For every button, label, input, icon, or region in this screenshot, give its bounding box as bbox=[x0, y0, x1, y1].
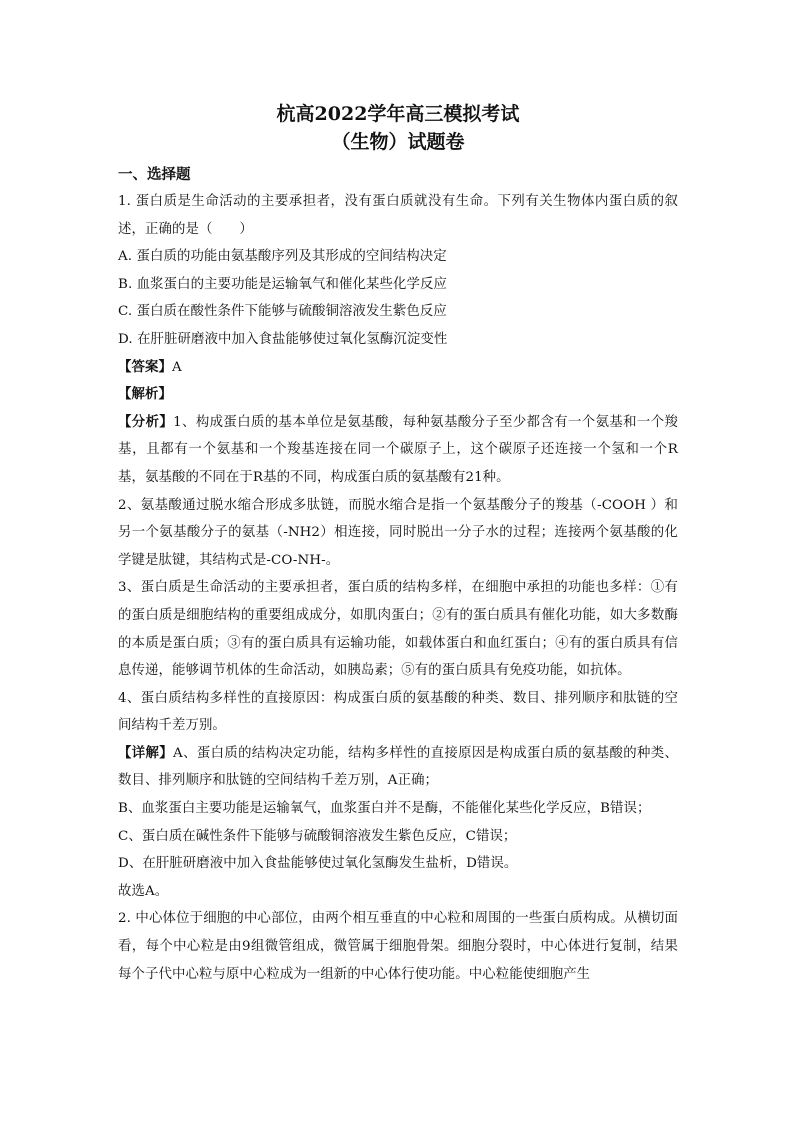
option-b: B. 血浆蛋白的主要功能是运输氧气和催化某些化学反应 bbox=[118, 276, 447, 292]
detail-b: B、血浆蛋白主要功能是运输氧气，血浆蛋白并不是酶，不能催化某些化学反应，B错误； bbox=[118, 801, 651, 817]
answer-tag: 【答案】 bbox=[118, 358, 172, 375]
option-a: A. 蛋白质的功能由氨基酸序列及其形成的空间结构决定 bbox=[118, 249, 447, 265]
question-2-stem: 2. 中心体位于细胞的中心部位，由两个相互垂直的中心粒和周围的一些蛋白质构成。从横切面看，每个中心粒是由9组微管组成，微管属于细胞骨架。细胞分裂时，中心体进行复制，结果每个子代中心粒与原中心粒成为一组新的中心体行使功能。中心粒能使细胞产生 bbox=[118, 911, 678, 982]
fenxi-tag: 【分析】 bbox=[118, 413, 174, 430]
option-d: D. 在肝脏研磨液中加入食盐能够使过氧化氢酶沉淀变性 bbox=[118, 331, 448, 347]
question-stem-line1: 1. 蛋白质是生命活动的主要承担者，没有蛋白质就没有生命。下列有关生物体内蛋白质的 bbox=[118, 194, 665, 209]
question-2 bbox=[118, 905, 678, 988]
detail-d: D、在肝脏研磨液中加入食盐能够使过氧化氢酶发生盐析，D错误。 bbox=[118, 856, 518, 872]
analysis-point-2: 2、氨基酸通过脱水缩合形成多肽链，而脱水缩合是指一个氨基酸分子的羧基（-COOH ）和另一个氨基酸分子的氨基（-NH2）相连接，同时脱出一分子水的过程；连接两个氨基酸的化学键是肽键，其结构式是-CO-NH-。 bbox=[118, 497, 678, 568]
analysis-point-3: 3、蛋白质是生命活动的主要承担者，蛋白质的结构多样，在细胞中承担的功能也多样：①有的蛋白质是细胞结构的重要组成成分，如肌肉蛋白；②有的蛋白质具有催化功能，如大多数酶的本质是蛋白质；③有的蛋白质具有运输功能，如载体蛋白和血红蛋白；④有的蛋白质具有信息传递，能够调节机体的生命活动，如胰岛素；⑤有的蛋白质具有免疫功能，如抗体。 bbox=[118, 580, 678, 679]
answer-line bbox=[118, 354, 678, 382]
conclusion: 故选A。 bbox=[118, 883, 169, 899]
exam-title: 杭高2022学年高三模拟考试 bbox=[276, 103, 520, 125]
analysis-tag: 【解析】 bbox=[118, 386, 172, 403]
question-stem bbox=[118, 188, 678, 243]
fenxi-text: 1、构成蛋白质的基本单位是氨基酸，每种氨基酸分子至少都含有一个氨基和一个羧基，且都有一个氨基和一个羧基连接在同一个碳原子上，这个碳原子还连接一个氢和一个R基，氨基酸的不同在于R基的不同，构成蛋白质的氨基酸有21种。 bbox=[118, 414, 678, 485]
detail-a bbox=[118, 740, 678, 795]
detail-tag: 【详解】 bbox=[118, 744, 174, 761]
exam-subtitle: （生物）试题卷 bbox=[331, 131, 465, 153]
question-1 bbox=[118, 188, 678, 905]
answer-value: A bbox=[171, 359, 182, 375]
analysis-point-4: 4、蛋白质结构多样性的直接原因：构成蛋白质的氨基酸的种类、数目、排列顺序和肽链的空间结构千差万别。 bbox=[118, 690, 678, 734]
detail-c: C、蛋白质在碱性条件下能够与硫酸铜溶液发生紫色反应，C错误； bbox=[118, 828, 517, 844]
exam-page bbox=[118, 100, 678, 988]
section-heading: 一、选择题 bbox=[118, 166, 191, 183]
analysis-point-1 bbox=[118, 409, 678, 492]
detail-a-text: A、蛋白质的结构决定功能，结构多样性的直接原因是构成蛋白质的氨基酸的种类、数目、排列顺序和肽链的空间结构千差万别，A正确； bbox=[118, 745, 678, 789]
option-c: C. 蛋白质在酸性条件下能够与硫酸铜溶液发生紫色反应 bbox=[118, 304, 447, 320]
question-stem-line2: 叙述，正确的是（ ） bbox=[118, 194, 678, 237]
